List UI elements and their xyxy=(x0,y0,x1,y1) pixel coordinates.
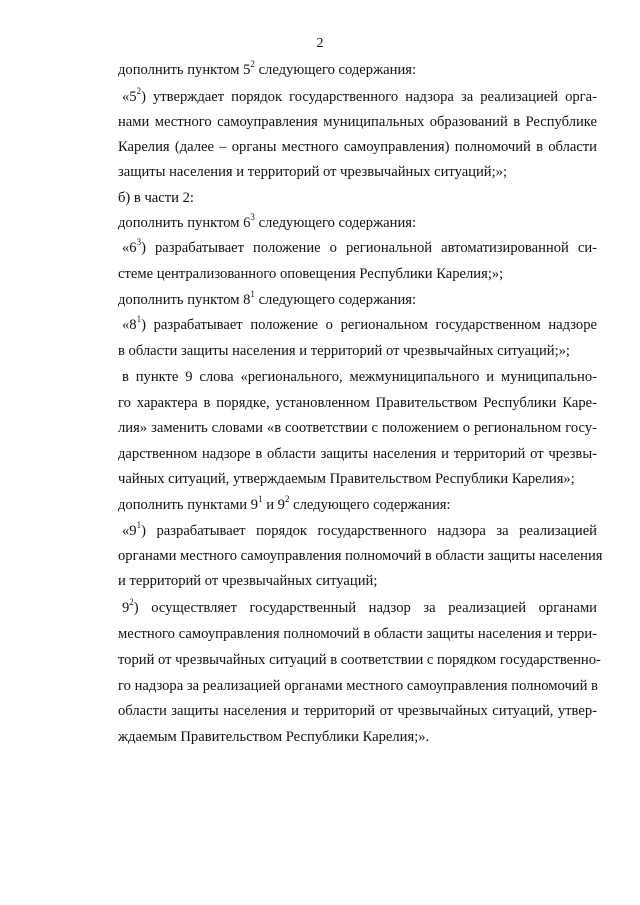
paragraph-line: дополнить пунктами $9^1$ и $9^2$ следующего содержания: xyxy=(118,494,451,513)
page-number: 2 xyxy=(316,36,324,51)
paragraph-line: ждаемым Правительством Республики Карелия;». xyxy=(118,729,430,745)
paragraph-line: торий от чрезвычайных ситуаций в соответствии с порядком государственно- xyxy=(118,652,601,668)
paragraph-line: «$6^3$) разрабатывает положение о региональной автоматизированной си- xyxy=(122,237,597,256)
paragraph-line: го характера в порядке, установленном Правительством Республики Каре- xyxy=(118,395,597,411)
paragraph-line: защиты населения и территорий от чрезвычайных ситуаций;»; xyxy=(118,164,508,180)
paragraph-line: дарственном надзоре в области защиты населения и территорий от чрезвы- xyxy=(118,446,597,462)
paragraph-line: лия» заменить словами «в соответствии с положением о региональном госу- xyxy=(118,420,597,436)
paragraph-line: дополнить пунктом $5^2$ следующего содержания: xyxy=(118,59,417,78)
paragraph-line: «$9^1$) разрабатывает порядок государственного надзора за реализацией xyxy=(122,520,597,539)
paragraph-line: $9^2$) осуществляет государственный надзор за реализацией органами xyxy=(122,597,597,616)
paragraph-line: дополнить пунктом $8^1$ следующего содержания: xyxy=(118,289,417,308)
paragraph-line: органами местного самоуправления полномочий в области защиты населения xyxy=(118,548,603,564)
paragraph-line: в области защиты населения и территорий от чрезвычайных ситуаций;»; xyxy=(118,343,570,359)
paragraph-line: Карелия (далее – органы местного самоуправления) полномочий в области xyxy=(118,139,597,155)
paragraph-line: области защиты населения и территорий от чрезвычайных ситуаций, утвер- xyxy=(118,703,597,719)
paragraph-line: стеме централизованного оповещения Республики Карелия;»; xyxy=(118,266,504,282)
paragraph-line: чайных ситуаций, утверждаемым Правительством Республики Карелия»; xyxy=(118,471,575,487)
paragraph-line: «$8^1$) разрабатывает положение о региональном государственном надзоре xyxy=(122,314,597,333)
paragraph-line: го надзора за реализацией органами местного самоуправления полномочий в xyxy=(118,678,598,694)
paragraph-line: б) в части 2: xyxy=(118,190,194,206)
paragraph-line: нами местного самоуправления муниципальных образований в Республике xyxy=(118,114,597,130)
paragraph-line: и территорий от чрезвычайных ситуаций; xyxy=(118,573,378,589)
paragraph-line: в пункте 9 слова «регионального, межмуниципального и муниципально- xyxy=(122,369,597,385)
paragraph-line: дополнить пунктом $6^3$ следующего содержания: xyxy=(118,212,417,231)
paragraph-line: «$5^2$) утверждает порядок государственного надзора за реализацией орга- xyxy=(122,86,597,105)
paragraph-line: местного самоуправления полномочий в области защиты населения и терри- xyxy=(118,626,597,642)
